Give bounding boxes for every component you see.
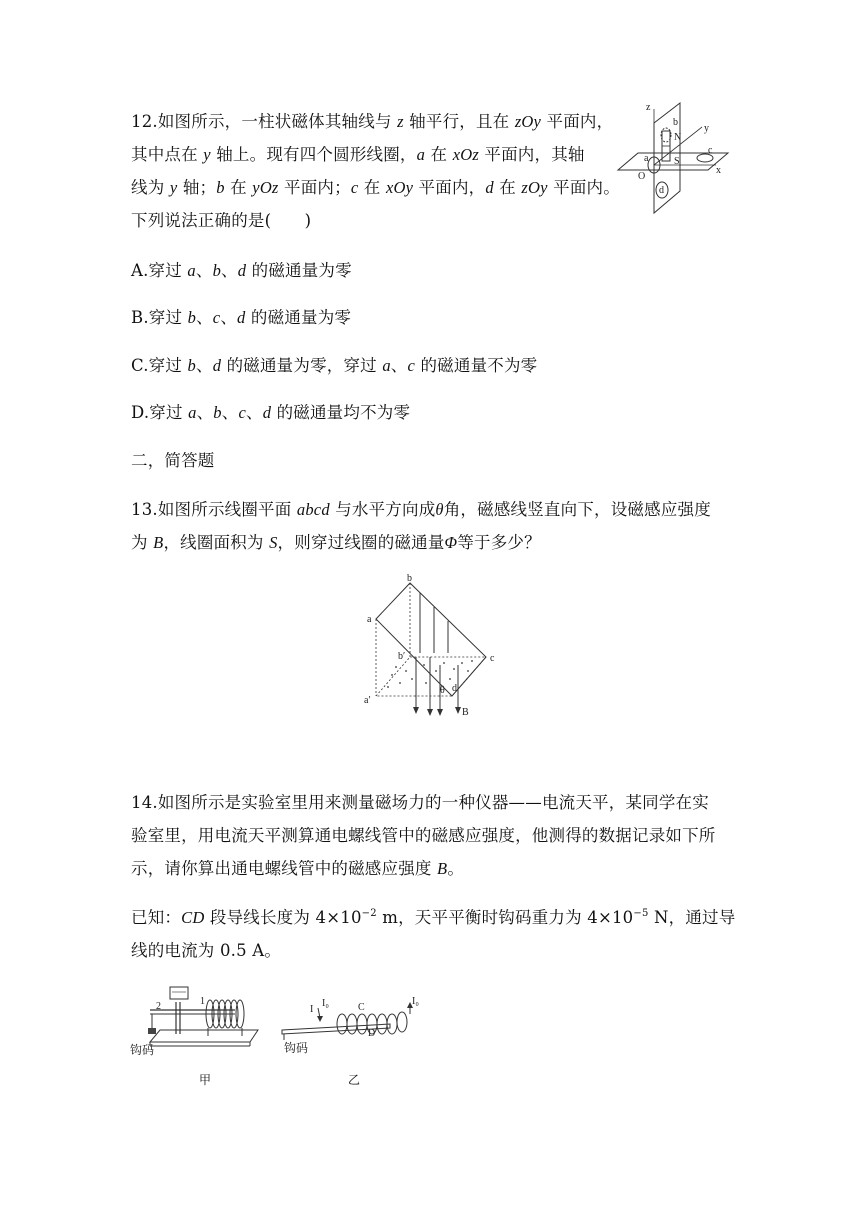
- math-term: y: [203, 145, 211, 164]
- caption-yi: 乙: [348, 1073, 361, 1087]
- q14-fig-I0-left: I₀: [322, 998, 329, 1009]
- text-run: ，线圈面积为: [163, 533, 270, 552]
- q14-line-2: [131, 822, 716, 846]
- q13-fig-d: d: [452, 683, 457, 694]
- text-run: 轴平行，且在: [403, 112, 515, 131]
- text-run: 、: [196, 308, 213, 327]
- math-term: d: [212, 356, 222, 375]
- text-run: 在: [493, 178, 522, 197]
- q12-fig-S: S: [674, 156, 680, 167]
- math-term: d: [262, 403, 272, 422]
- q13-line-1: [131, 496, 711, 520]
- math-term: c: [407, 356, 416, 375]
- math-term: zOy: [514, 112, 542, 131]
- text-run: 轴；: [177, 178, 217, 197]
- math-term: c: [212, 308, 221, 327]
- q14-fig-I0-right: I₀: [412, 996, 419, 1007]
- q13-line-2: [131, 529, 541, 553]
- q12-fig-c: c: [708, 145, 713, 156]
- math-term: b: [216, 178, 225, 197]
- math-term: a: [416, 145, 426, 164]
- text-run: C.穿过: [131, 356, 188, 375]
- math-term: c: [238, 403, 246, 422]
- q14-fig-1: 1: [200, 996, 205, 1007]
- q14-figure-yi: [280, 996, 430, 1056]
- q14-fig-D: D: [368, 1028, 376, 1039]
- math-term: CD: [181, 908, 205, 927]
- math-term: d: [237, 261, 247, 280]
- q12-fig-z: z: [646, 102, 651, 113]
- text-run: D.穿过: [131, 403, 189, 422]
- math-term: a: [382, 356, 391, 375]
- q12-option-b: [131, 304, 351, 328]
- math-term: θ: [435, 500, 444, 519]
- text-run: 。: [447, 859, 465, 878]
- math-term: b: [212, 261, 222, 280]
- text-run: 平面内，: [413, 178, 486, 197]
- q12-figure: [618, 103, 728, 213]
- text-run: 、: [245, 403, 263, 422]
- q12-fig-a: a: [644, 153, 649, 164]
- q14-figure-jia: [130, 984, 260, 1059]
- text-run: A.穿过: [131, 261, 188, 280]
- q14-known-2: [131, 937, 281, 961]
- q12-option-a: [131, 257, 352, 281]
- math-term: abcd: [296, 500, 330, 519]
- math-term: B: [153, 533, 164, 552]
- math-term: a: [188, 403, 197, 422]
- q12-fig-O: O: [638, 171, 646, 182]
- math-term: z: [397, 112, 404, 131]
- math-term: b: [187, 308, 197, 327]
- q12-fig-y: y: [704, 123, 709, 134]
- q12-fig-N: N: [674, 132, 682, 143]
- math-term: y: [169, 178, 178, 197]
- text-run: 、: [390, 356, 408, 375]
- text-run: 、: [195, 261, 213, 280]
- math-term: xOy: [385, 178, 414, 197]
- q12-option-c: [131, 352, 537, 376]
- q13-fig-B: B: [462, 707, 469, 718]
- math-term: b: [213, 403, 222, 422]
- math-term: yOz: [252, 178, 279, 197]
- text-run: 的磁通量不为零: [415, 356, 538, 375]
- text-run: 等于多少？: [457, 533, 541, 552]
- text-run: 13.如图所示线圈平面: [131, 500, 297, 519]
- q14-fig-2: 2: [156, 1001, 161, 1012]
- math-term: xOz: [452, 145, 479, 164]
- text-run: 14.如图所示是实验室里用来测量磁场力的一种仪器——电流天平，某同学在实: [131, 793, 709, 812]
- q13-fig-b-prime: b′: [398, 651, 406, 662]
- text-run: 在: [425, 145, 453, 164]
- text-run: 、: [221, 403, 239, 422]
- q13-fig-c: c: [490, 653, 495, 664]
- q12-fig-x: x: [716, 165, 721, 176]
- text-run: 的磁通量为零: [246, 261, 352, 280]
- math-term: −5: [633, 908, 649, 919]
- q12-fig-d: d: [659, 185, 664, 196]
- text-run: 在: [224, 178, 253, 197]
- q12-line-1: [131, 108, 613, 132]
- caption-jia: 甲: [199, 1073, 212, 1087]
- text-run: 平面内，其轴: [478, 145, 585, 164]
- q12-fig-b: b: [673, 117, 678, 128]
- text-run: 的磁通量为零: [245, 308, 352, 327]
- text-run: 的磁通量为零，穿过: [221, 356, 383, 375]
- q13-fig-theta: θ: [440, 685, 445, 696]
- section-heading: 二，简答题: [131, 451, 215, 470]
- math-term: zOy: [521, 178, 548, 197]
- q12-line-2: [131, 141, 585, 165]
- text-run: 为: [131, 533, 154, 552]
- text-run: 平面内；: [278, 178, 351, 197]
- text-run: 、: [221, 261, 238, 280]
- text-run: 平面内。: [547, 178, 620, 197]
- math-term: a: [187, 261, 196, 280]
- text-run: 段导线长度为 4×10: [204, 908, 362, 927]
- math-term: b: [187, 356, 196, 375]
- text-run: m，天平平衡时钩码重力为 4×10: [376, 908, 634, 927]
- q13-fig-a-prime: a′: [364, 695, 371, 706]
- q13-fig-b: b: [407, 573, 412, 584]
- q12-line-3: [131, 174, 620, 198]
- text-run: B.穿过: [131, 308, 188, 327]
- text-run: 线的电流为 0.5 A。: [131, 941, 282, 960]
- q14-fig-weight-2: 钩码: [284, 1041, 309, 1055]
- math-term: d: [485, 178, 494, 197]
- text-run: 12.如图所示，一柱状磁体其轴线与: [131, 112, 398, 131]
- text-run: 轴上。现有四个圆形线圈，: [210, 145, 417, 164]
- math-term: −2: [361, 908, 377, 919]
- text-run: 其中点在: [131, 145, 204, 164]
- math-term: B: [437, 859, 448, 878]
- q14-fig-I: I: [310, 1004, 314, 1015]
- text-run: 已知：: [131, 908, 182, 927]
- text-run: 的磁通量均不为零: [271, 403, 411, 422]
- math-term: S: [269, 533, 278, 552]
- text-run: 平面内，: [541, 112, 614, 131]
- text-run: 角，磁感线竖直向下，设磁感应强度: [443, 500, 711, 519]
- text-run: 示，请你算出通电螺线管中的磁感应强度: [131, 859, 438, 878]
- q13-figure: [362, 575, 502, 725]
- text-run: 与水平方向成: [329, 500, 436, 519]
- q14-line-1: [131, 789, 709, 813]
- text-run: 在: [358, 178, 386, 197]
- text-run: 线为: [131, 178, 170, 197]
- math-term: d: [237, 308, 246, 327]
- math-term: c: [350, 178, 359, 197]
- q14-known-1: [131, 904, 735, 928]
- text-run: 、: [220, 308, 238, 327]
- text-run: 、: [196, 403, 214, 422]
- text-run: 、: [195, 356, 213, 375]
- text-run: 下列说法正确的是( ): [131, 211, 312, 230]
- q14-fig-weight-1: 钩码: [130, 1043, 155, 1057]
- text-run: 验室里，用电流天平测算通电螺线管中的磁感应强度，他测得的数据记录如下所: [131, 826, 716, 845]
- text-run: ，则穿过线圈的磁通量: [277, 533, 445, 552]
- text-run: N，通过导: [648, 908, 736, 927]
- q14-line-3: [131, 855, 464, 879]
- q12-line-4: [131, 207, 311, 231]
- q12-option-d: [131, 399, 410, 423]
- q13-fig-a: a: [367, 614, 372, 625]
- q14-fig-C: C: [358, 1002, 365, 1013]
- math-term: Φ: [444, 533, 458, 552]
